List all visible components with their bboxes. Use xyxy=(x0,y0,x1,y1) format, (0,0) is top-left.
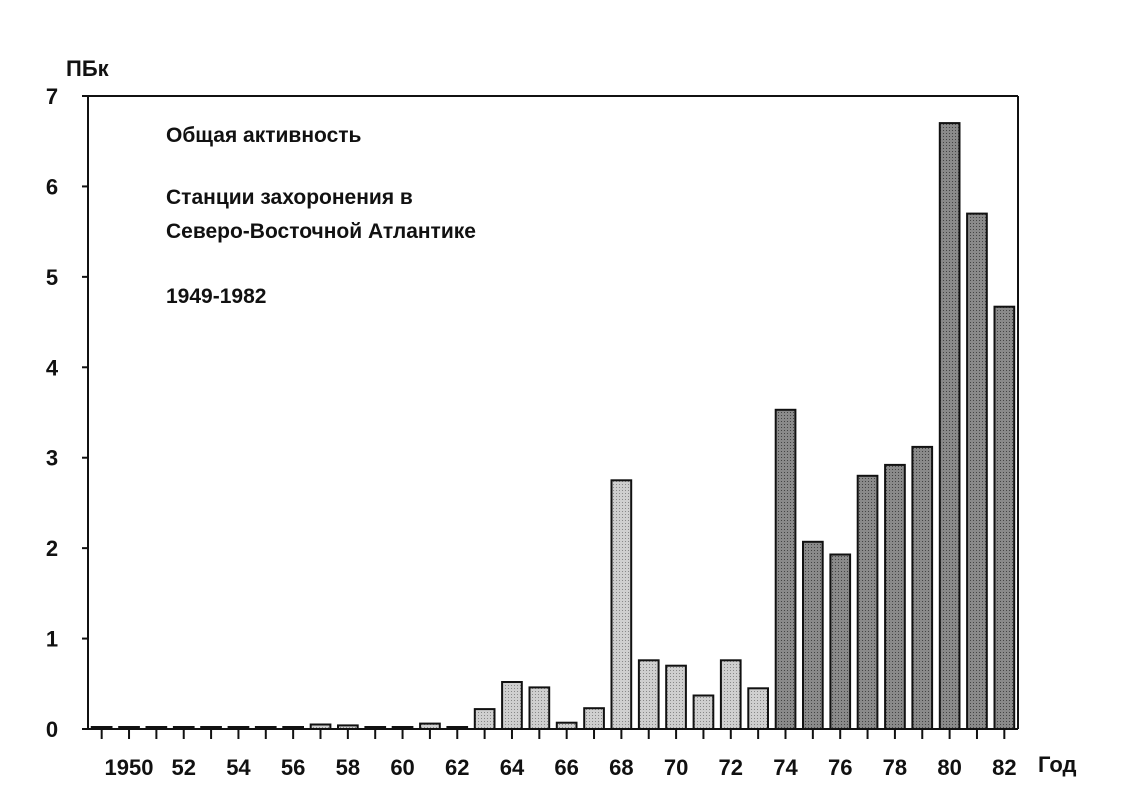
bar-1973 xyxy=(748,688,768,729)
y-tick-label-2: 2 xyxy=(45,536,59,562)
x-tick-label-1970: 70 xyxy=(663,755,689,780)
chart-title-line-4: 1949-1982 xyxy=(166,285,267,308)
bar-1980 xyxy=(940,123,960,729)
bar-1982 xyxy=(995,307,1015,729)
x-tick-label-1950: 1950 xyxy=(104,755,154,780)
x-tick-label-1956: 56 xyxy=(280,755,306,780)
bar-1981 xyxy=(967,214,987,729)
chart-title-line-2: Станции захоронения в xyxy=(166,186,413,209)
x-tick-label-1978: 78 xyxy=(882,755,908,780)
x-tick-label-1974: 74 xyxy=(773,755,798,780)
bar-1971 xyxy=(694,696,714,730)
x-tick-label-1954: 54 xyxy=(226,755,251,780)
bar-1968 xyxy=(612,480,632,729)
x-tick-label-1962: 62 xyxy=(445,755,470,780)
chart-title-line-3: Северо-Восточной Атлантике xyxy=(166,220,476,243)
x-axis-ticks xyxy=(102,729,1017,780)
bar-1967 xyxy=(584,708,604,729)
y-tick-label-0: 0 xyxy=(45,717,59,742)
x-tick-label-1964: 64 xyxy=(499,755,525,780)
y-tick-label-6: 6 xyxy=(45,174,59,200)
x-tick-label-1968: 68 xyxy=(609,755,634,780)
bar-1972 xyxy=(721,660,741,729)
y-axis-ticks xyxy=(46,84,88,742)
bar-1964 xyxy=(502,682,522,729)
x-tick-label-1976: 76 xyxy=(827,755,853,780)
bar-1979 xyxy=(912,447,932,729)
x-tick-label-1960: 60 xyxy=(390,755,415,780)
bar-1970 xyxy=(666,666,686,729)
x-tick-label-1972: 72 xyxy=(718,755,744,780)
x-tick-label-1982: 82 xyxy=(992,755,1017,780)
x-tick-label-1952: 52 xyxy=(171,755,196,780)
x-axis-title: Год xyxy=(1038,752,1077,777)
bars-group xyxy=(92,123,1014,729)
y-tick-label-5: 5 xyxy=(45,264,59,290)
x-tick-label-1980: 80 xyxy=(937,755,962,780)
bar-1975 xyxy=(803,542,823,729)
bar-1963 xyxy=(475,709,495,729)
bar-1965 xyxy=(530,687,550,729)
y-tick-label-3: 3 xyxy=(45,445,59,471)
y-tick-label-1: 1 xyxy=(45,626,59,652)
chart-title-line-1: Общая активность xyxy=(166,124,362,147)
bar-1976 xyxy=(830,555,850,730)
x-tick-label-1958: 58 xyxy=(335,755,361,780)
x-tick-label-1966: 66 xyxy=(554,755,579,780)
y-axis-title: ПБк xyxy=(66,56,109,81)
bar-1977 xyxy=(858,476,878,729)
bar-1978 xyxy=(885,465,905,729)
bar-1969 xyxy=(639,660,659,729)
y-tick-label-4: 4 xyxy=(45,355,59,381)
bar-1974 xyxy=(776,410,796,729)
y-tick-label-7: 7 xyxy=(45,84,59,109)
